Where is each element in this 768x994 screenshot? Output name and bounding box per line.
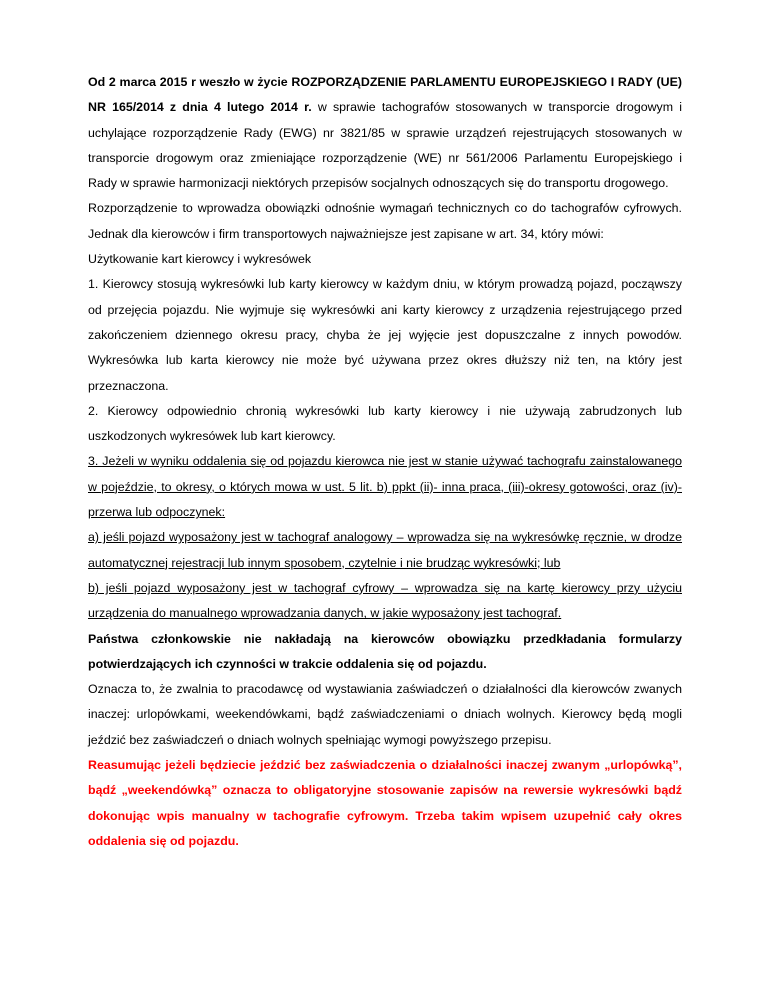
intro-paragraph bbox=[88, 70, 682, 196]
summary-warning: Reasumując jeżeli będziecie jeździć bez zaświadczenia o działalności inaczej zwanym „urlopówką”, bądź „weekendówką” oznacza to obligatoryjne stosowanie zapisów na rewersie wykresówki bądź dokonując wpis manualny w tachografie cyfrowym. Trzeba takim wpisem uzupełnić cały okres oddalenia się od pojazdu. bbox=[88, 758, 682, 848]
article-point-3a: a) jeśli pojazd wyposażony jest w tachograf analogowy – wprowadza się na wykresówkę ręcznie, w drodze automatycznej rejestracji lub innym sposobem, czytelnie i nie brudząc wykresówki; lub bbox=[88, 530, 682, 570]
regulation-title: Od 2 marca 2015 r weszło w życie ROZPORZĄDZENIE PARLAMENTU EUROPEJSKIEGO I RADY (UE) NR 165/2014 z dnia 4 lutego 2014 r. bbox=[88, 75, 682, 115]
article-point-1: 1. Kierowcy stosują wykresówki lub karty kierowcy w każdym dniu, w którym prowadzą pojazd, począwszy od przejęcia pojazdu. Nie wyjmuje się wykresówki ani karty kierowcy z urządzenia rejestrującego przed zakończeniem dziennego okresu pracy, chyba że jej wyjęcie jest dopuszczalne z innych powodów. Wykresówka lub karta kierowcy nie może być używana przez okres dłuższy niż ten, na który jest przeznaczona. bbox=[88, 277, 682, 393]
regulation-summary: Rozporządzenie to wprowadza obowiązki odnośnie wymagań technicznych co do tachografów cyfrowych. Jednak dla kierowców i firm transportowych najważniejsze jest zapisane w art. 34, który mówi: bbox=[88, 201, 682, 241]
section-heading: Użytkowanie kart kierowcy i wykresówek bbox=[88, 252, 312, 267]
explanation-paragraph: Oznacza to, że zwalnia to pracodawcę od wystawiania zaświadczeń o działalności dla kierowców zwanych inaczej: urlopówkami, weekendówkami, bądź zaświadczeniami o dniach wolnych. Kierowcy będą mogli jeździć bez zaświadczeń o dniach wolnych spełniając wymogi powyższego przepisu. bbox=[88, 682, 682, 747]
article-point-3: 3. Jeżeli w wyniku oddalenia się od pojazdu kierowca nie jest w stanie używać tachografu zainstalowanego w pojeździe, to okresy, o których mowa w ust. 5 lit. b) ppkt (ii)- inna praca, (iii)-okresy gotowości, oraz (iv)-przerwa lub odpoczynek: bbox=[88, 454, 682, 520]
article-point-2: 2. Kierowcy odpowiednio chronią wykresówki lub karty kierowcy i nie używają zabrudzonych lub uszkodzonych wykresówek lub kart kierowcy. bbox=[88, 403, 682, 444]
member-states-paragraph: Państwa członkowskie nie nakładają na kierowców obowiązku przedkładania formularzy potwierdzających ich czynności w trakcie oddalenia się od pojazdu. bbox=[88, 631, 682, 671]
regulation-description: w sprawie tachografów stosowanych w transporcie drogowym i uchylające rozporządzenie Rady (EWG) nr 3821/85 w sprawie urządzeń rejestrujących stosowanych w transporcie drogowym oraz zmieniające rozporządzenie (WE) nr 561/2006 Parlamentu Europejskiego i Rady w sprawie harmonizacji niektórych przepisów socjalnych odnoszących się do transportu drogowego. bbox=[88, 100, 682, 191]
article-point-3b: b) jeśli pojazd wyposażony jest w tachograf cyfrowy – wprowadza się na kartę kierowcy przy użyciu urządzenia do manualnego wprowadzania danych, w jakie wyposażony jest tachograf. bbox=[88, 580, 682, 621]
document-body bbox=[88, 70, 682, 854]
